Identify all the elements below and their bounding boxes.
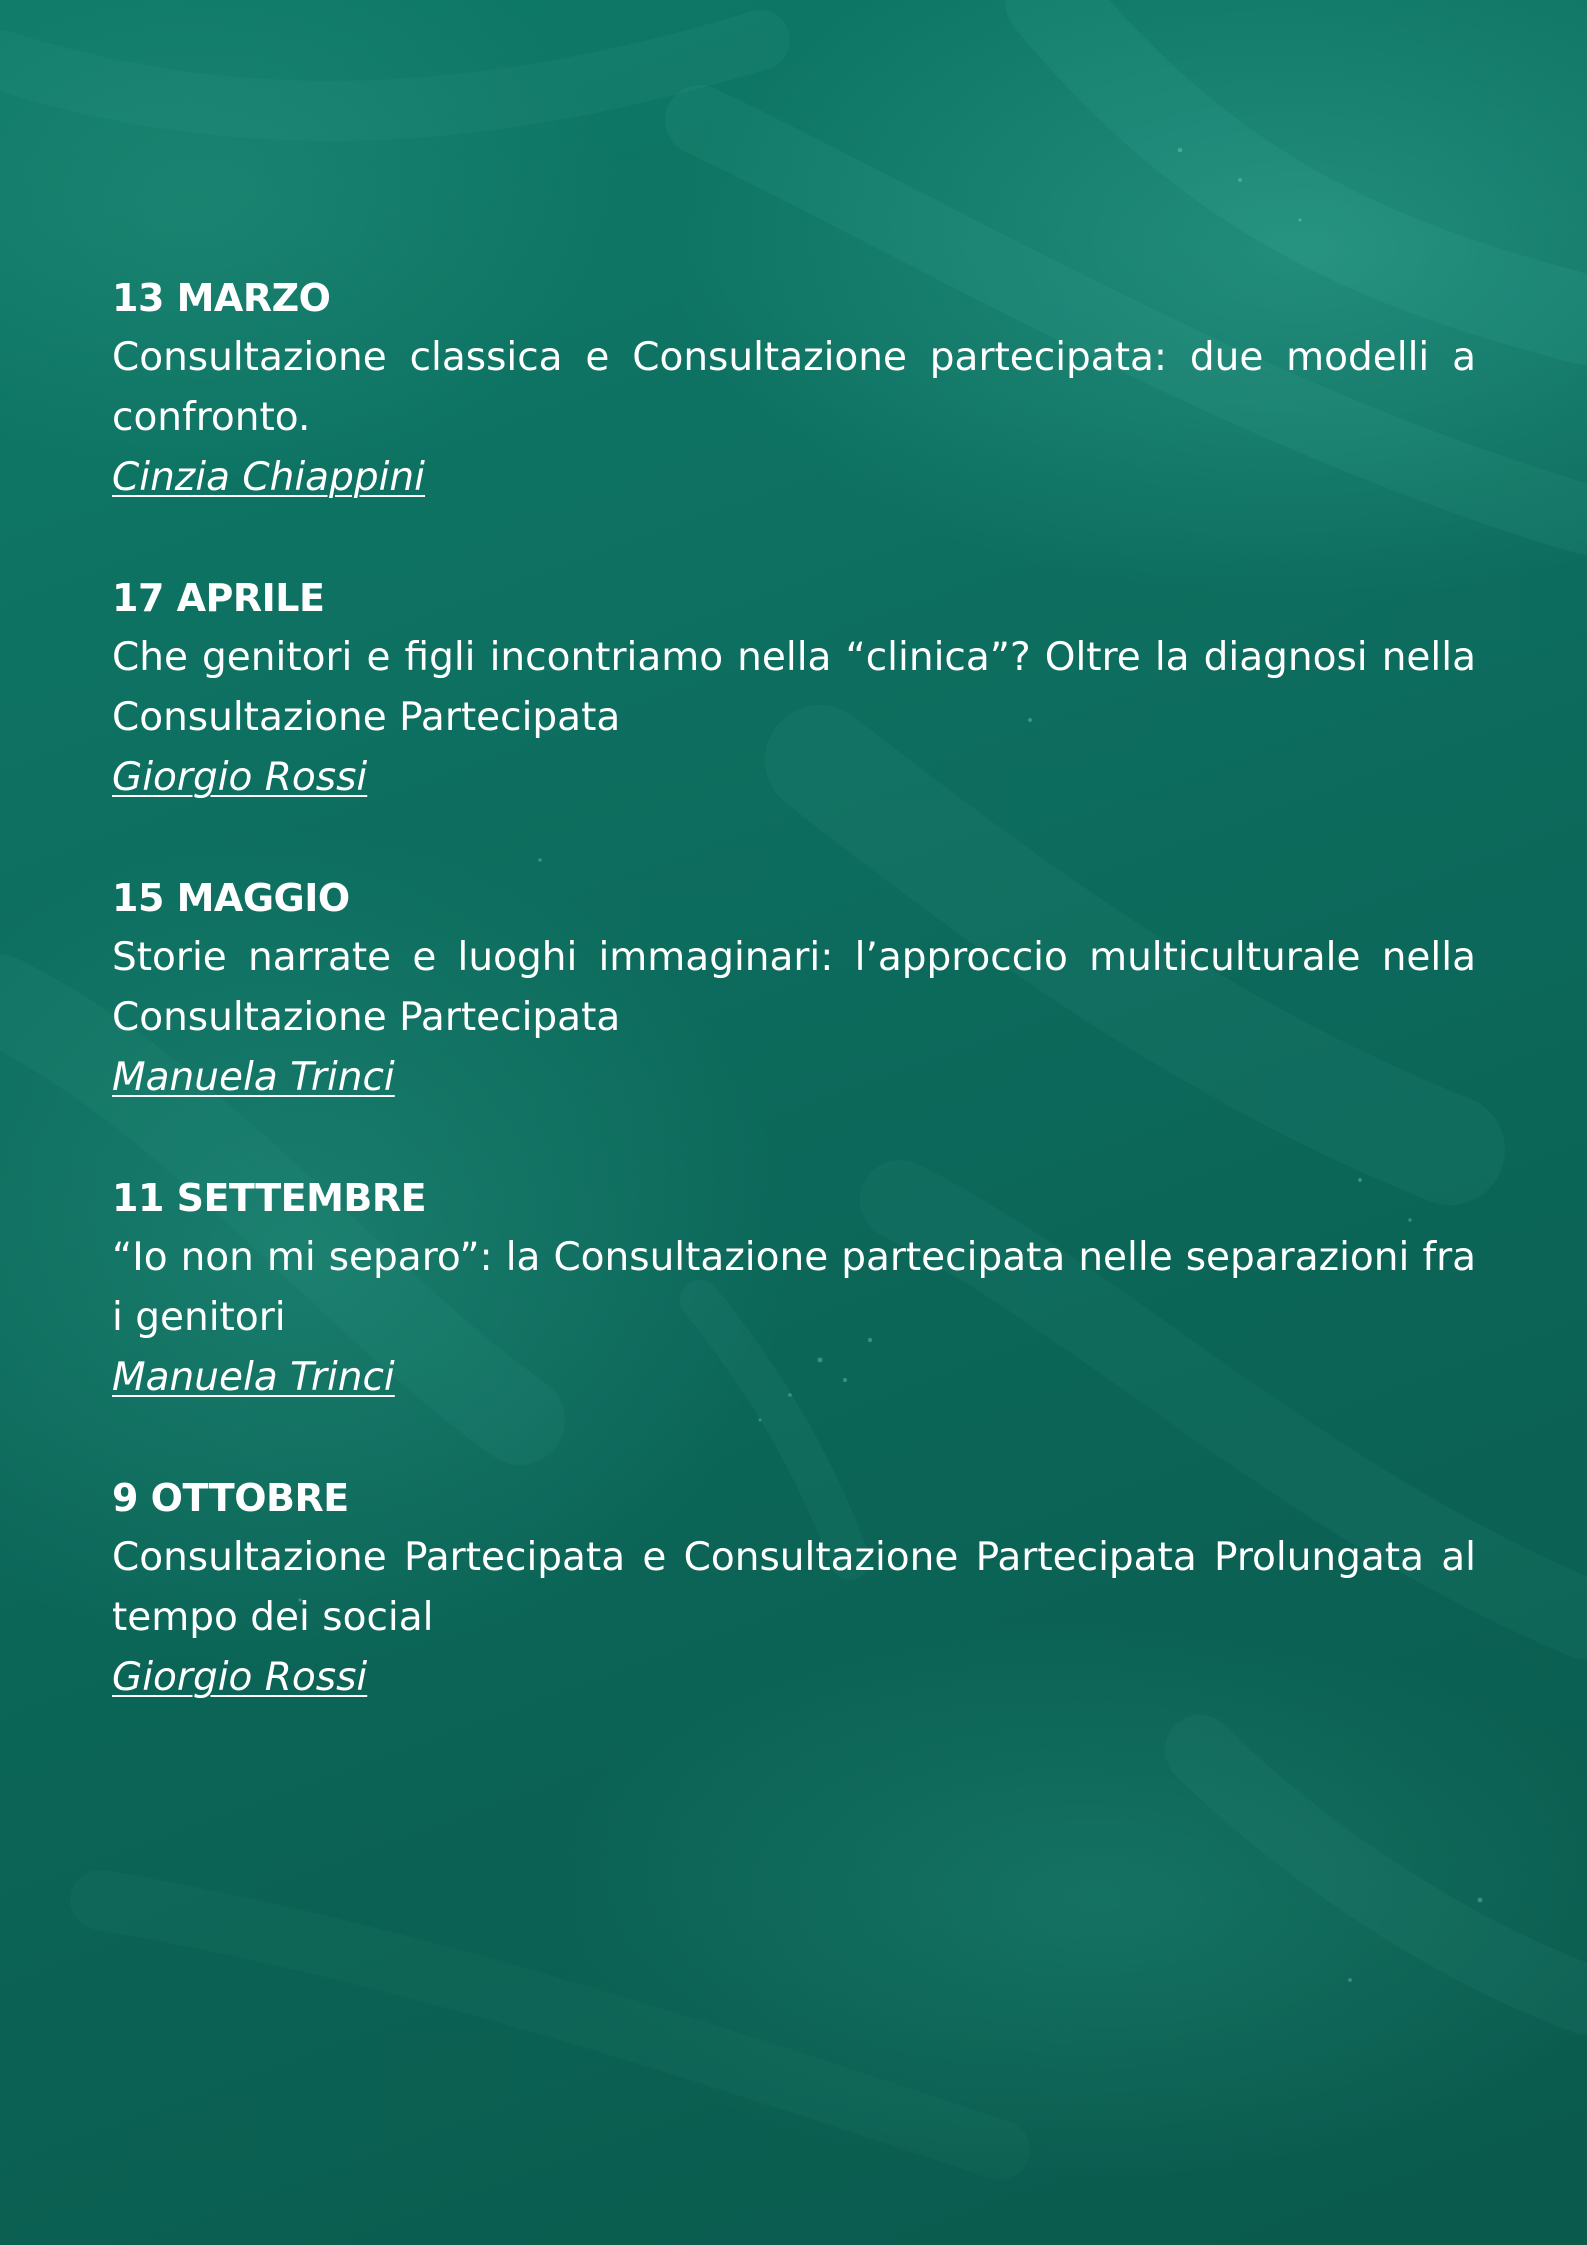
event-entry <box>112 1168 1476 1408</box>
event-speaker: Giorgio Rossi <box>112 1655 368 1700</box>
event-title: Consultazione Partecipata e Consultazione Partecipata Prolungata al tempo dei social <box>112 1535 1476 1640</box>
event-entry <box>112 568 1476 808</box>
event-entry <box>112 868 1476 1108</box>
event-schedule <box>112 268 1476 1768</box>
event-date: 15 MAGGIO <box>112 876 350 920</box>
event-speaker: Manuela Trinci <box>112 1055 395 1100</box>
event-date: 11 SETTEMBRE <box>112 1176 427 1220</box>
event-speaker: Manuela Trinci <box>112 1355 395 1400</box>
event-speaker: Cinzia Chiappini <box>112 455 425 500</box>
event-date: 13 MARZO <box>112 276 331 320</box>
event-entry <box>112 268 1476 508</box>
event-title: “Io non mi separo”: la Consultazione partecipata nelle separazioni fra i genitori <box>112 1235 1476 1340</box>
event-date: 17 APRILE <box>112 576 325 620</box>
event-title: Storie narrate e luoghi immaginari: l’approccio multiculturale nella Consultazione Partecipata <box>112 935 1476 1040</box>
event-title: Che genitori e figli incontriamo nella “clinica”? Oltre la diagnosi nella Consultazione Partecipata <box>112 635 1476 740</box>
event-title: Consultazione classica e Consultazione partecipata: due modelli a confronto. <box>112 335 1476 440</box>
event-speaker: Giorgio Rossi <box>112 755 368 800</box>
event-date: 9 OTTOBRE <box>112 1476 349 1520</box>
event-entry <box>112 1468 1476 1708</box>
